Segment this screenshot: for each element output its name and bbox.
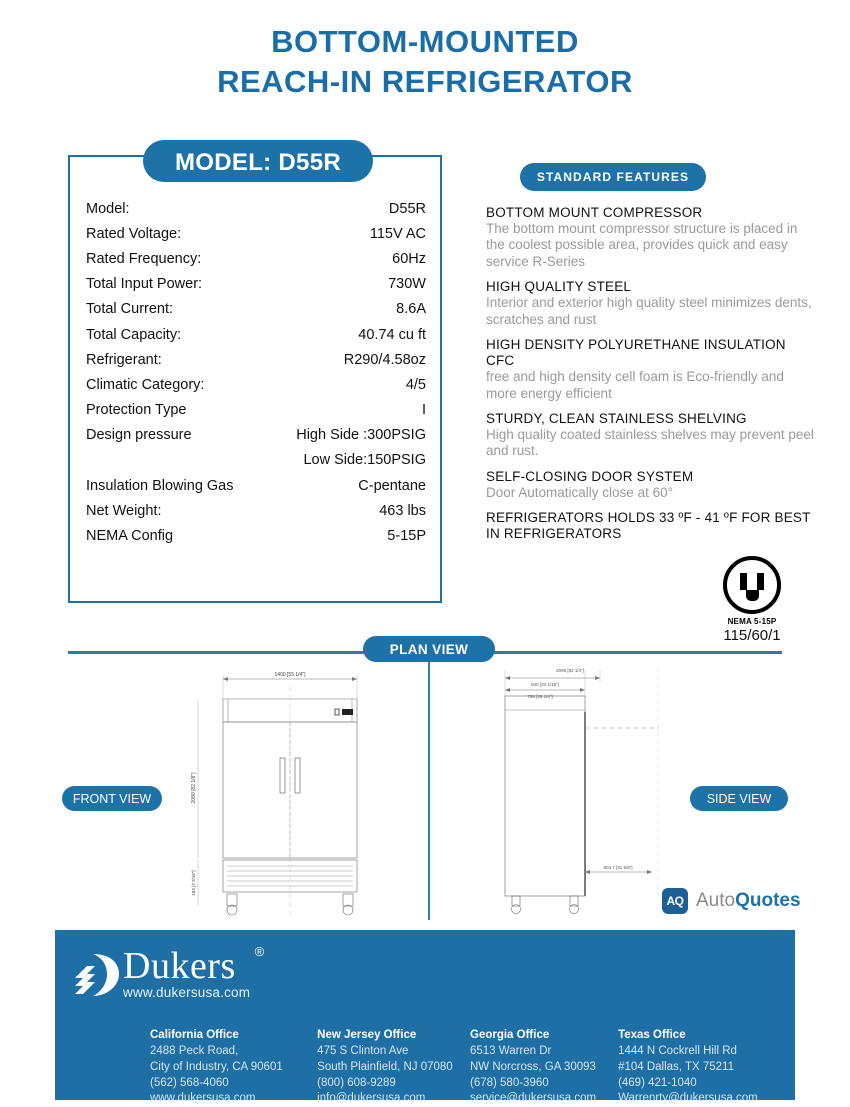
spec-value: 463 lbs (379, 502, 426, 519)
front-view-badge: FRONT VIEW (62, 786, 162, 811)
nema-ground-pin-icon (746, 590, 759, 601)
office-line: 1444 N Cockrell Hill Rd (618, 1044, 737, 1057)
spec-key: Total Capacity: (86, 326, 182, 343)
office-list (150, 1028, 790, 1107)
spec-row (86, 246, 426, 271)
office-line: 2488 Peck Road, (150, 1044, 239, 1057)
registered-trademark-icon: ® (254, 944, 265, 959)
dukers-website-url: www.dukersusa.com (123, 985, 251, 1001)
autoquotes-wordmark (696, 890, 801, 912)
autoquotes-name-bold: Quotes (735, 890, 801, 911)
spec-value: R290/4.58oz (343, 351, 426, 368)
feature-title: REFRIGERATORS HOLDS 33 ºF - 41 ºF FOR BEST IN REFRIGERATORS (486, 510, 811, 542)
spec-row (86, 398, 426, 423)
spec-key: Refrigerant: (86, 351, 162, 368)
spec-value: 5-15P (387, 528, 426, 545)
office-name: Texas Office (618, 1029, 686, 1041)
autoquotes-logo (662, 888, 801, 914)
standard-features-badge: STANDARD FEATURES (520, 163, 706, 191)
footer (55, 930, 795, 1105)
feature-item (486, 411, 816, 460)
office-line: #104 Dallas, TX 75211 (618, 1060, 734, 1073)
spec-value: C-pentane (358, 477, 426, 494)
office-line: 6513 Warren Dr (470, 1044, 552, 1057)
nema-slot-right-icon (757, 573, 764, 590)
spec-value: High Side :300PSIG (296, 427, 426, 444)
office-line[interactable]: (562) 568-4060 (150, 1076, 229, 1089)
office-block (317, 1028, 470, 1107)
side-body-depth-dimension: 840 [33 1/16"] (531, 682, 559, 687)
side-view-drawing (480, 650, 680, 925)
office-line[interactable]: Warrenrty@dukersusa.com (618, 1092, 758, 1105)
office-line[interactable]: info@dukersusa.com (317, 1092, 426, 1105)
spec-key: Design pressure (86, 427, 192, 444)
spec-value: D55R (388, 200, 426, 217)
feature-body: Door Automatically close at 60° (486, 484, 673, 500)
nema-slot-left-icon (740, 573, 747, 590)
side-overall-depth-dimension: 2095 [82 1/4"] (556, 668, 584, 673)
feature-item (486, 337, 816, 402)
autoquotes-name-light: Auto (696, 890, 736, 911)
feature-title: SELF-CLOSING DOOR SYSTEM (486, 468, 694, 484)
feature-item (486, 510, 816, 542)
spec-value: 40.74 cu ft (358, 326, 426, 343)
office-line[interactable]: (678) 580-3960 (470, 1076, 549, 1089)
spec-row (86, 448, 426, 473)
nema-voltage-label: 115/60/1 (723, 627, 781, 644)
office-line[interactable]: (469) 421-1040 (618, 1076, 697, 1089)
front-height-dimension: 2080 [82 1/8"] (191, 772, 197, 804)
spec-value: I (421, 402, 426, 419)
spec-value: 8.6A (396, 301, 426, 318)
office-name: Georgia Office (470, 1029, 550, 1041)
spec-row (86, 372, 426, 397)
autoquotes-mark-icon: AQ (662, 888, 688, 914)
spec-row (86, 347, 426, 372)
views-vertical-divider (428, 662, 430, 920)
spec-key: Model: (86, 200, 130, 217)
model-badge: MODEL: D55R (143, 140, 373, 182)
office-line: 475 S Clinton Ave (317, 1044, 409, 1057)
front-width-dimension: 1400 [55 1/4"] (274, 672, 306, 678)
office-block (618, 1028, 790, 1107)
nema-config-label: NEMA 5-15P (727, 617, 777, 626)
spec-row (86, 297, 426, 322)
feature-body: The bottom mount compressor structure is placed in the coolest possible area, provides quick and easy service R-Series (486, 220, 798, 269)
feature-title: BOTTOM MOUNT COMPRESSOR (486, 205, 703, 220)
feature-title: HIGH DENSITY POLYURETHANE INSULATION CFC (486, 337, 786, 369)
nema-outlet-icon (723, 556, 781, 614)
spec-value: 730W (388, 276, 426, 293)
dukers-d-mark-icon (73, 948, 121, 1000)
side-height-note-dimension: 804.7 [31 5/8"] (603, 865, 633, 870)
office-block (470, 1028, 618, 1107)
dukers-logo (73, 944, 265, 1001)
office-block (150, 1028, 317, 1107)
office-line: South Plainfield, NJ 07080 (317, 1060, 453, 1073)
office-name: New Jersey Office (317, 1029, 417, 1041)
front-view-drawing (185, 668, 385, 920)
feature-title: HIGH QUALITY STEEL (486, 279, 632, 295)
feature-body: High quality coated stainless shelves may prevent peel and rust. (486, 426, 814, 459)
spec-row (86, 322, 426, 347)
feature-item (486, 279, 816, 328)
spec-row (86, 423, 426, 448)
dukers-brand-name: Dukers (123, 945, 236, 987)
office-line[interactable]: (800) 608-9289 (317, 1076, 396, 1089)
office-line[interactable]: www.dukersusa.com (150, 1092, 256, 1105)
title-line-2: REACH-IN REFRIGERATOR (217, 63, 633, 99)
plan-view-badge: PLAN VIEW (363, 636, 495, 662)
spec-value: Low Side:150PSIG (303, 452, 426, 469)
office-line: NW Norcross, GA 30093 (470, 1060, 596, 1073)
spec-key: Total Input Power: (86, 276, 203, 293)
spec-key: Total Current: (86, 301, 174, 318)
side-view-badge: SIDE VIEW (690, 786, 788, 811)
standard-features-list (486, 205, 816, 545)
spec-row (86, 473, 426, 498)
specification-table (86, 196, 426, 549)
spec-row (86, 498, 426, 523)
spec-row (86, 272, 426, 297)
spec-row (86, 196, 426, 221)
feature-item (486, 205, 816, 270)
office-line: City of Industry, CA 90601 (150, 1060, 283, 1073)
spec-value: 4/5 (405, 376, 426, 393)
spec-key: NEMA Config (86, 528, 174, 545)
front-base-dimension: 183 [7 3/16"] (191, 870, 196, 896)
spec-row (86, 221, 426, 246)
spec-key: Insulation Blowing Gas (86, 477, 234, 494)
spec-key: Rated Voltage: (86, 225, 182, 242)
title-line-1: BOTTOM-MOUNTED (271, 24, 579, 59)
spec-key: Climatic Category: (86, 376, 205, 393)
feature-body: free and high density cell foam is Eco-friendly and more energy efficient (486, 369, 784, 401)
office-name: California Office (150, 1029, 239, 1041)
spec-row (86, 523, 426, 548)
feature-body: Interior and exterior high quality steel minimizes dents, scratches and rust (486, 295, 812, 327)
nema-plug-block (714, 556, 790, 644)
spec-value: 60Hz (392, 250, 426, 267)
spec-value: 115V AC (369, 225, 426, 242)
side-inner-depth-dimension: 758 [29 1/4"] (527, 694, 553, 699)
spec-key: Rated Frequency: (86, 250, 202, 267)
spec-key: Protection Type (86, 402, 187, 419)
feature-item (486, 469, 816, 501)
spec-key: Net Weight: (86, 502, 162, 519)
feature-title: STURDY, CLEAN STAINLESS SHELVING (486, 410, 747, 426)
page-title (0, 0, 850, 101)
office-line[interactable]: service@dukersusa.com (470, 1092, 597, 1105)
